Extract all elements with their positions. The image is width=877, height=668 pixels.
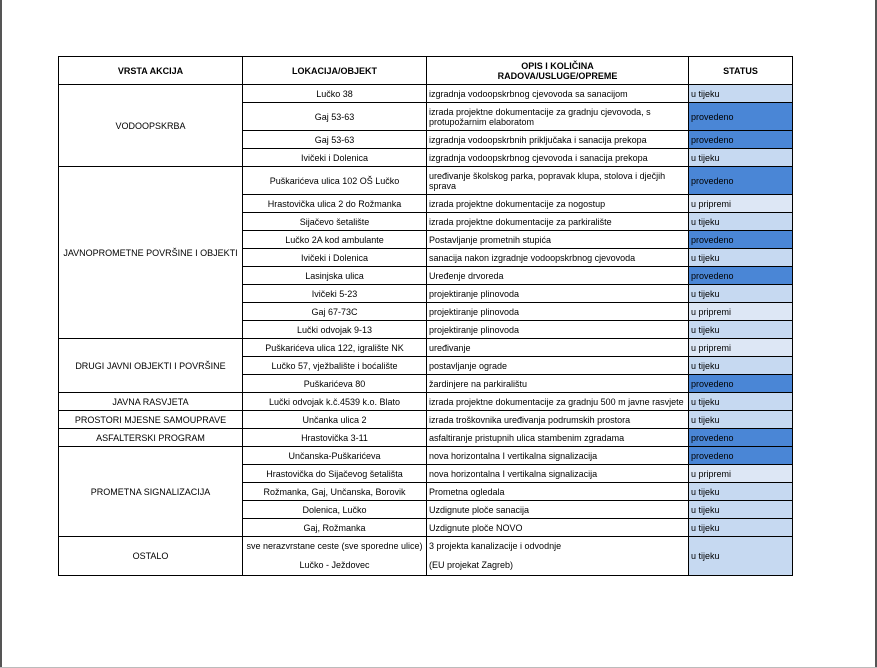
status-cell: provedeno	[689, 131, 793, 149]
location-cell: Hrastovička do Sijačevog šetališta	[243, 465, 427, 483]
location-cell: Ivičeki i Dolenica	[243, 149, 427, 167]
description-cell: izgradnja vodoopskrbnih priključaka i sanacija prekopa	[427, 131, 689, 149]
description-cell: uređivanje	[427, 339, 689, 357]
status-cell: u tijeku	[689, 213, 793, 231]
table-row	[59, 447, 793, 465]
location-cell: Rožmanka, Gaj, Unčanska, Borovik	[243, 483, 427, 501]
location-cell: Hrastovička ulica 2 do Rožmanka	[243, 195, 427, 213]
location-cell: Lučko 2A kod ambulante	[243, 231, 427, 249]
description-cell: postavljanje ograde	[427, 357, 689, 375]
description-line: (EU projekat Zagreb)	[429, 560, 514, 570]
description-cell: izrada troškovnika uređivanja podrumskih prostora	[427, 411, 689, 429]
description-cell: izgradnja vodoopskrbnog cjevovoda i sanacija prekopa	[427, 149, 689, 167]
category-cell: JAVNA RASVJETA	[59, 393, 243, 411]
status-cell: u tijeku	[689, 321, 793, 339]
description-cell: žardinjere na parkiralištu	[427, 375, 689, 393]
location-cell: Dolenica, Lučko	[243, 501, 427, 519]
location-cell: Puškarićeva ulica 102 OŠ Lučko	[243, 167, 427, 195]
category-cell: DRUGI JAVNI OBJEKTI I POVRŠINE	[59, 339, 243, 393]
description-cell: izrada projektne dokumentacije za nogostup	[427, 195, 689, 213]
table-row	[59, 393, 793, 411]
status-cell: u tijeku	[689, 483, 793, 501]
description-cell: Uređenje drvoreda	[427, 267, 689, 285]
header-description-line2: RADOVA/USLUGE/OPREME	[497, 70, 618, 81]
status-cell: provedeno	[689, 447, 793, 465]
status-cell: provedeno	[689, 103, 793, 131]
location-cell: Lučko 57, vježbalište i boćalište	[243, 357, 427, 375]
location-cell: Puškarićeva ulica 122, igralište NK	[243, 339, 427, 357]
description-cell: Postavljanje prometnih stupića	[427, 231, 689, 249]
table-row	[59, 85, 793, 103]
description-cell: Uzdignute ploče NOVO	[427, 519, 689, 537]
status-cell: u tijeku	[689, 411, 793, 429]
description-cell: izrada projektne dokumentacije za gradnju 500 m javne rasvjete	[427, 393, 689, 411]
location-cell: Lučko 38	[243, 85, 427, 103]
description-cell: projektiranje plinovoda	[427, 321, 689, 339]
status-cell: u tijeku	[689, 85, 793, 103]
description-cell: nova horizontalna I vertikalna signalizacija	[427, 447, 689, 465]
description-line: 3 projekta kanalizacije i odvodnje	[429, 541, 562, 551]
status-cell: u tijeku	[689, 393, 793, 411]
category-cell: PROMETNA SIGNALIZACIJA	[59, 447, 243, 537]
location-cell: Sijačevo šetalište	[243, 213, 427, 231]
category-cell: ASFALTERSKI PROGRAM	[59, 429, 243, 447]
location-cell: Lasinjska ulica	[243, 267, 427, 285]
status-cell: u pripremi	[689, 339, 793, 357]
status-cell: provedeno	[689, 429, 793, 447]
location-cell: Ivičeki 5-23	[243, 285, 427, 303]
description-cell: projektiranje plinovoda	[427, 303, 689, 321]
status-cell: provedeno	[689, 231, 793, 249]
page-left-edge	[0, 0, 2, 668]
location-line: Lučko - Ježdovec	[299, 560, 370, 570]
description-cell: nova horizontalna I vertikalna signalizacija	[427, 465, 689, 483]
header-row	[59, 57, 793, 85]
status-cell: u tijeku	[689, 519, 793, 537]
status-cell: u tijeku	[689, 501, 793, 519]
header-category: VRSTA AKCIJA	[59, 57, 243, 85]
table-row	[59, 537, 793, 576]
location-cell: Lučki odvojak 9-13	[243, 321, 427, 339]
location-cell: Hrastovička 3-11	[243, 429, 427, 447]
status-cell: provedeno	[689, 267, 793, 285]
location-cell	[243, 537, 427, 576]
location-cell: Gaj 67-73C	[243, 303, 427, 321]
description-cell: asfaltiranje pristupnih ulica stambenim zgradama	[427, 429, 689, 447]
status-cell: u pripremi	[689, 195, 793, 213]
location-cell: Unčanka ulica 2	[243, 411, 427, 429]
category-cell: PROSTORI MJESNE SAMOUPRAVE	[59, 411, 243, 429]
description-cell	[427, 537, 689, 576]
table-row	[59, 339, 793, 357]
description-cell: uređivanje školskog parka, popravak klupa, stolova i dječjih sprava	[427, 167, 689, 195]
description-cell: Uzdignute ploče sanacija	[427, 501, 689, 519]
header-location: LOKACIJA/OBJEKT	[243, 57, 427, 85]
location-cell: Ivičeki i Dolenica	[243, 249, 427, 267]
status-cell: u tijeku	[689, 285, 793, 303]
header-description-line1: OPIS I KOLIČINA	[521, 60, 594, 71]
status-cell: u pripremi	[689, 303, 793, 321]
category-cell: OSTALO	[59, 537, 243, 576]
status-cell: u tijeku	[689, 537, 793, 576]
table-row	[59, 429, 793, 447]
location-cell: Lučki odvojak k.č.4539 k.o. Blato	[243, 393, 427, 411]
status-cell: provedeno	[689, 167, 793, 195]
location-cell: Gaj, Rožmanka	[243, 519, 427, 537]
location-cell: Gaj 53-63	[243, 131, 427, 149]
header-description	[427, 57, 689, 85]
works-status-table	[58, 56, 793, 576]
status-cell: u pripremi	[689, 465, 793, 483]
table-row	[59, 411, 793, 429]
location-cell: Puškarićeva 80	[243, 375, 427, 393]
location-cell: Unčanska-Puškarićeva	[243, 447, 427, 465]
header-status: STATUS	[689, 57, 793, 85]
status-cell: provedeno	[689, 375, 793, 393]
location-cell: Gaj 53-63	[243, 103, 427, 131]
description-cell: Prometna ogledala	[427, 483, 689, 501]
description-cell: izrada projektne dokumentacije za parkiralište	[427, 213, 689, 231]
description-cell: sanacija nakon izgradnje vodoopskrbnog cjevovoda	[427, 249, 689, 267]
location-line: sve nerazvrstane ceste (sve sporedne ulice)	[246, 541, 423, 551]
description-cell: izrada projektne dokumentacije za gradnju cjevovoda, s protupožarnim elaboratom	[427, 103, 689, 131]
status-cell: u tijeku	[689, 357, 793, 375]
table-row	[59, 167, 793, 195]
description-cell: projektiranje plinovoda	[427, 285, 689, 303]
status-cell: u tijeku	[689, 149, 793, 167]
category-cell: JAVNOPROMETNE POVRŠINE I OBJEKTI	[59, 167, 243, 339]
category-cell: VODOOPSKRBA	[59, 85, 243, 167]
status-cell: u tijeku	[689, 249, 793, 267]
description-cell: izgradnja vodoopskrbnog cjevovoda sa sanacijom	[427, 85, 689, 103]
